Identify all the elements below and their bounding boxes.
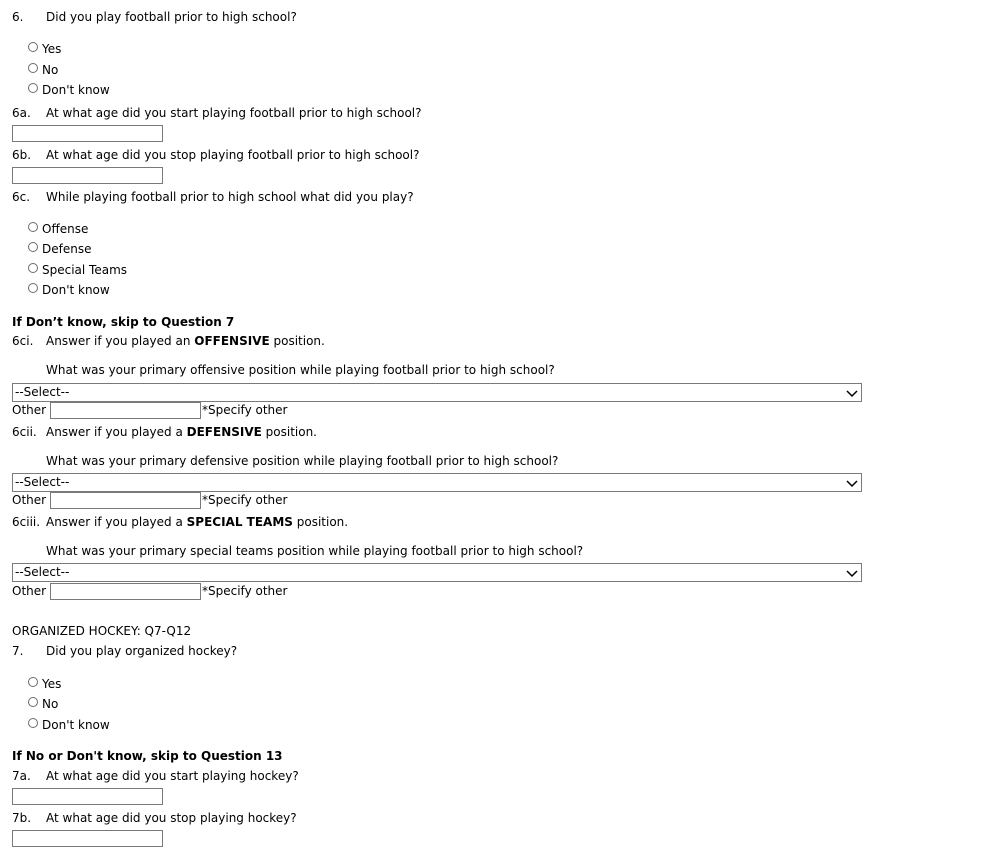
radio-label: Don't know	[42, 83, 110, 97]
chevron-down-icon	[846, 567, 858, 579]
radio-q6c-defense[interactable]	[28, 242, 38, 252]
position-emphasis: SPECIAL TEAMS	[186, 515, 293, 529]
question-text: At what age did you stop playing hockey?	[46, 811, 297, 825]
question-number: 6c.	[12, 190, 31, 204]
radio-q6c-offense[interactable]	[28, 222, 38, 232]
specify-other-label: *Specify other	[202, 584, 288, 598]
question-7a	[12, 769, 299, 783]
radio-q6c-dont-know[interactable]	[28, 283, 38, 293]
radio-q6-no[interactable]	[28, 63, 38, 73]
skip-instruction: If Don’t know, skip to Question 7	[12, 315, 235, 329]
select-value: --Select--	[15, 565, 70, 579]
question-7b	[12, 811, 297, 825]
special-teams-other-input[interactable]	[50, 583, 201, 600]
question-6cii-prompt: What was your primary defensive position while playing football prior to high school?	[46, 454, 559, 468]
question-text: position.	[269, 334, 325, 348]
question-text: At what age did you stop playing football prior to high school?	[46, 148, 420, 162]
age-start-input[interactable]	[12, 125, 163, 142]
specify-other-label: *Specify other	[202, 403, 288, 417]
radio-q7-yes[interactable]	[28, 677, 38, 687]
position-emphasis: OFFENSIVE	[194, 334, 270, 348]
hockey-age-stop-input[interactable]	[12, 830, 163, 847]
chevron-down-icon	[846, 477, 858, 489]
question-number: 6.	[12, 10, 24, 24]
special-teams-position-select[interactable]	[12, 563, 862, 582]
section-heading: ORGANIZED HOCKEY: Q7-Q12	[12, 624, 192, 638]
question-6ciii-prompt: What was your primary special teams position while playing football prior to high school?	[46, 544, 584, 558]
radio-label: Don't know	[42, 283, 110, 297]
question-text: While playing football prior to high school what did you play?	[46, 190, 414, 204]
question-6ciii	[12, 515, 348, 529]
question-number: 7a.	[12, 769, 31, 783]
question-6cii	[12, 425, 317, 439]
radio-q6c-special-teams[interactable]	[28, 263, 38, 273]
question-number: 7.	[12, 644, 24, 658]
other-label: Other	[12, 403, 47, 417]
offensive-other-input[interactable]	[50, 402, 201, 419]
radio-label: No	[42, 697, 59, 711]
radio-q7-dont-know[interactable]	[28, 718, 38, 728]
question-7	[12, 644, 237, 658]
skip-instruction: If No or Don't know, skip to Question 13	[12, 749, 283, 763]
question-6a	[12, 106, 422, 120]
other-label: Other	[12, 584, 47, 598]
radio-q7-no[interactable]	[28, 697, 38, 707]
question-text: At what age did you start playing hockey?	[46, 769, 299, 783]
question-6ci	[12, 334, 325, 348]
question-number: 6ciii.	[12, 515, 41, 529]
radio-label: No	[42, 63, 59, 77]
specify-other-label: *Specify other	[202, 493, 288, 507]
radio-label: Don't know	[42, 718, 110, 732]
offensive-position-select[interactable]	[12, 383, 862, 402]
question-text: position.	[261, 425, 317, 439]
question-6	[12, 10, 297, 24]
question-text: Did you play organized hockey?	[46, 644, 238, 658]
question-6ci-prompt: What was your primary offensive position while playing football prior to high school?	[46, 363, 555, 377]
question-number: 6ci.	[12, 334, 34, 348]
other-label: Other	[12, 493, 47, 507]
radio-q6-yes[interactable]	[28, 42, 38, 52]
hockey-age-start-input[interactable]	[12, 788, 163, 805]
question-text: At what age did you start playing football prior to high school?	[46, 106, 422, 120]
question-number: 6b.	[12, 148, 32, 162]
question-text: Answer if you played a	[46, 515, 187, 529]
radio-label: Yes	[42, 42, 62, 56]
age-stop-input[interactable]	[12, 167, 163, 184]
question-text: Did you play football prior to high school?	[46, 10, 297, 24]
select-value: --Select--	[15, 475, 70, 489]
question-number: 6cii.	[12, 425, 37, 439]
radio-label: Offense	[42, 222, 89, 236]
chevron-down-icon	[846, 387, 858, 399]
position-emphasis: DEFENSIVE	[186, 425, 262, 439]
question-6c	[12, 190, 414, 204]
question-text: position.	[292, 515, 349, 529]
question-text: Answer if you played a	[46, 425, 187, 439]
radio-label: Defense	[42, 242, 92, 256]
question-6b	[12, 148, 419, 162]
radio-q6-dont-know[interactable]	[28, 83, 38, 93]
question-number: 6a.	[12, 106, 31, 120]
radio-label: Yes	[42, 677, 62, 691]
select-value: --Select--	[15, 385, 70, 399]
defensive-position-select[interactable]	[12, 473, 862, 492]
question-text: Answer if you played an	[46, 334, 195, 348]
question-number: 7b.	[12, 811, 32, 825]
defensive-other-input[interactable]	[50, 492, 201, 509]
radio-label: Special Teams	[42, 263, 128, 277]
